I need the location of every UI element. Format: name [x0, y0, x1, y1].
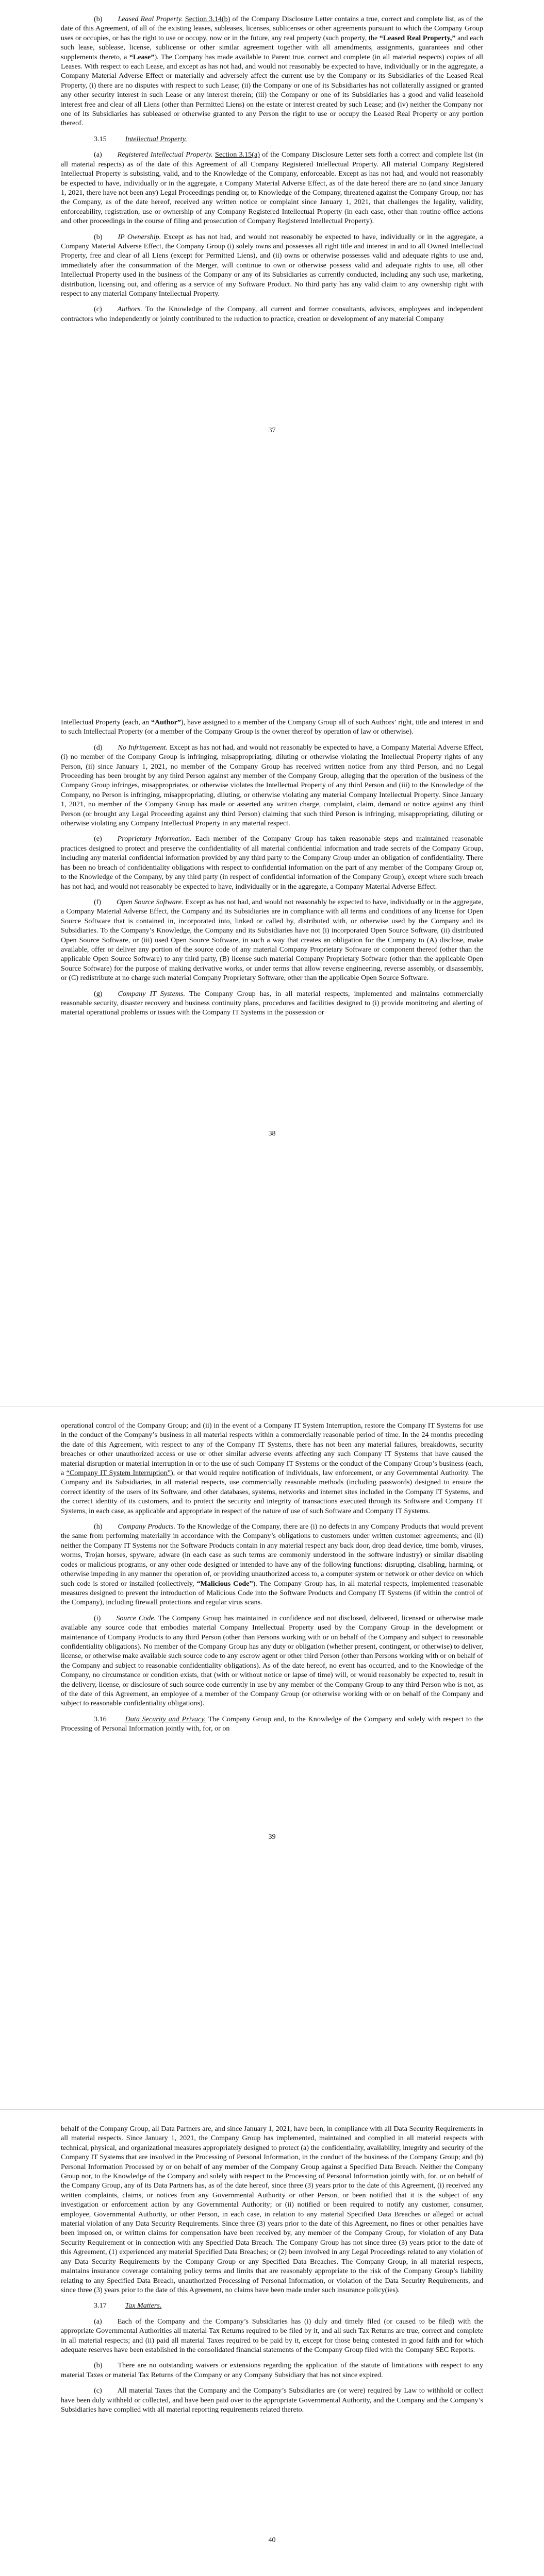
- section-reference: Section 3.15(a): [215, 150, 260, 159]
- defined-term: “Author”: [151, 718, 181, 726]
- clause-title: No Infringement.: [118, 743, 168, 752]
- paragraph-leased-real-property: (b) Leased Real Property. Section 3.14(b) of the Company Disclosure Letter contains a true, correct and complete list, as of the date of this Agreement, of all of the existing leases, subleases, licenses, sublicenses or other agreements pursuant to which the Company Group uses or occupies, or has the right to use or occupy, now or in the future, any real property (such property, the “Leased Real Property,” and each such lease, sublease, license, sublicense or other similar agreement together with all amendments, assignments, guarantees and other supplements thereto, a “Lease”). The Company has made available to Parent true, correct and complete (in all material respects) copies of all Leases. With respect to each Lease, and except as has not had, and would not reasonably be expected to have, individually or in the aggregate, a Company Material Adverse Effect or materially and adversely affect the current use by the Company or its Subsidiaries of the Leased Real Property, (i) there are no disputes with respect to such Lease; (ii) the Company or one of its Subsidiaries has not collaterally assigned or granted any other security interest in such Lease or any interest therein; (iii) the Company or one of its Subsidiaries has a good and valid leasehold interest free and clear of all Liens (other than Permitted Liens) on the estate or interest created by such Lease; and (iv) neither the Company nor one of its Subsidiaries has subleased or otherwise granted to any Person the right to use or occupy the Leased Real Property or any portion thereof.: [61, 15, 484, 128]
- clause-label: (e): [94, 835, 102, 843]
- clause-title: Authors.: [117, 305, 142, 314]
- section-heading-3-17: [61, 2301, 483, 2310]
- page-38: [0, 703, 544, 1406]
- section-heading-3-15: [61, 134, 483, 144]
- section-title: Intellectual Property.: [125, 134, 187, 143]
- paragraph-authors: (c) Authors. To the Knowledge of the Company, all current and former consultants, advisors, employees and independent contractors who independently or jointly contributed to the reduction to practice, creation or development of any material Company: [61, 305, 483, 323]
- page-40: [0, 2110, 544, 2576]
- defined-term: “Lease”: [129, 53, 155, 61]
- section-number: 3.15: [94, 134, 107, 143]
- paragraph-it-systems-continued: operational control of the Company Group; and (ii) in the event of a Company IT System Interruption, restore the Company IT Systems for use in the conduct of the Company’s business in all material respects within a commercially reasonable period of time. In the 24 months preceding the date of this Agreement, with respect to any of the Company IT Systems, there has not been any material failures, breakdowns, security breaches or other unauthorized access or use or other similar adverse events affecting any such Company IT Systems that have caused the material disruption or material interruption in or to the use of such Company IT Systems or the conduct of the Company Group’s business (each, a “Company IT System Interruption”), or that would require notification of individuals, law enforcement, or any Governmental Authority. The Company and its Subsidiaries, in all material respects, use commercially reasonable methods (including passwords) designed to ensure the correct identity of the users of its Software, and other databases, systems, networks and internet sites included in the Company IT Systems, and the correct identity of its customers, and to protect the security and integrity of transactions executed through its Software and Company IT Systems, in each case, as applicable and appropriate in respect of the nature of use of such Software and Company IT Systems.: [61, 1421, 484, 1515]
- section-heading-3-16: 3.16 Data Security and Privacy. The Company Group and, to the Knowledge of the Company and solely with respect to the Processing of Personal Information jointly with, for, or on: [61, 1715, 483, 1733]
- section-reference: Section 3.14(b): [185, 15, 230, 23]
- page-number: 39: [268, 1833, 276, 1841]
- paragraph-source-code: (i) Source Code. The Company Group has maintained in confidence and not disclosed, delivered, licensed or otherwise made available any source code that embodies material Company Intellectual Property used by the Company Group in the development or maintenance of Company Products to any third Person (other than Persons working with or on behalf of the Company and subject to reasonable confidentiality obligations). No member of the Company Group has any duty or obligation (whether present, contingent, or otherwise) to deliver, license, or otherwise make available such source code to any escrow agent or other third Person (other than Persons working with or on behalf of the Company and subject to reasonable confidentiality obligations). As of the date hereof, no event has occurred, and to the Knowledge of the Company, no circumstance or condition exists, that (with or without notice or lapse of time) will, or would reasonably be expected to, result in the delivery, license, or disclosure of such source code currently in use by any member of the Company Group to any third Person who is not, as of the date of this Agreement, an employee of a member of the Company Group (or otherwise working with or on behalf of the Company and subject to reasonable confidentiality obligations).: [61, 1614, 483, 1708]
- clause-label: (h): [94, 1522, 103, 1531]
- paragraph-company-it-systems: (g) Company IT Systems. The Company Group has, in all material respects, implemented and maintains commercially reasonable security, disaster recovery and business continuity plans, procedures and facilities designed to (i) provide monitoring and alerting of material operational problems or issues with the Company IT Systems in the possession or: [61, 989, 483, 1017]
- section-title: Tax Matters.: [125, 2301, 162, 2310]
- paragraph-data-privacy-continued: behalf of the Company Group, all Data Partners are, and since January 1, 2021, have been, in compliance with all Data Security Requirements in all material respects. Since January 1, 2021, the Company Group has implemented, maintained and complied in all material respects with technical, physical, and organizational measures appropriately designed to protect (a) the confidentiality, availability, integrity and security of the Company IT Systems that are involved in the Processing of Personal Information, in the conduct of the business of the Company Group; and (b) Personal Information Processed by or on behalf of any member of the Company Group against a Specified Data Breach. Neither the Company Group nor, to the Knowledge of the Company and solely with respect to the Processing of Personal Information jointly with, for, or on behalf of the Company Group, any of its Data Partners has, as of the date hereof, since three (3) years prior to the date of this Agreement, (i) received any written complaints, claims, or notices from any Governmental Authority or other Person, or been notified that it is the subject of any investigation or enforcement action by any Governmental Authority; or (ii) notified or been required to notify any customer, consumer, employee, Governmental Authority, or other Person, in each case, in relation to any material Specified Data Breaches or alleged or actual material violation of any Data Security Requirements. Since three (3) years prior to the date of this Agreement, no fines or other penalties have been imposed on, or written claims for compensation have been received by, any member of the Company Group, for violation of any Data Security Requirement or in connection with any Specified Data Breach. The Company Group has not since three (3) years prior to the date of this Agreement, (1) experienced any material Specified Data Breaches; or (2) been involved in any Legal Proceedings related to any violation of any Data Security Requirements by the Company Group or any Specified Data Breaches. The Company Group, in all material respects, maintains insurance coverage containing policy terms and limits that are reasonably appropriate to the risk of the Company Group’s liability relating to any Specified Data Breach, unauthorized Processing of Personal Information, or violation of the Data Security Requirements, and since three (3) years prior to the date of this Agreement, no claims have been made under such insurance policy(ies).: [61, 2125, 483, 2294]
- clause-title: IP Ownership.: [118, 232, 161, 241]
- clause-label: (b): [94, 15, 103, 23]
- clause-title: Registered Intellectual Property.: [117, 150, 213, 159]
- paragraph-tax-c: (c) All material Taxes that the Company and the Company’s Subsidiaries are (or were) required by Law to withhold or collect have been duly withheld or collected, and have been paid over to the appropriate Governmental Authority, and the Company and the Company’s Subsidiaries have complied with all material reporting requirements related thereto.: [61, 2386, 483, 2414]
- clause-label: (b): [94, 232, 103, 241]
- defined-term: “Leased Real Property,”: [379, 33, 456, 42]
- clause-label: (g): [94, 989, 103, 998]
- section-number: 3.17: [94, 2301, 107, 2310]
- paragraph-registered-ip: (a) Registered Intellectual Property. Section 3.15(a) of the Company Disclosure Letter sets forth a correct and complete list (in all material respects) as of the date of this Agreement of all Company Registered Intellectual Property. All material Company Registered Intellectual Property is subsisting, valid, and to the Knowledge of the Company, enforceable. Except as has not had, and would not reasonably be expected to have, individually or in the aggregate, a Company Material Adverse Effect, as of the date hereof there are no (and since January 1, 2021, there have not been any) Legal Proceedings pending or, to Knowledge of the Company, threatened against the Company Group, nor has the Company, as of the date hereof, received any written notice or complaint since January 1, 2021, that challenges the legality, validity, enforceability, registration, use or ownership of any Company Registered Intellectual Property (in each case, other than routine office actions and other proceedings in the course of filing and prosecution of Company Registered Intellectual Property).: [61, 150, 484, 226]
- page-37: [0, 0, 544, 703]
- paragraph-company-products: (h) Company Products. To the Knowledge of the Company, there are (i) no defects in any Company Products that would prevent the same from performing materially in accordance with the Company’s obligations to customers under written customer agreements; and (ii) neither the Company IT Systems nor the Software Products contain in any material respect any back door, drop dead device, time bomb, viruses, worms, Trojan horses, spyware, adware (in each case as such terms are commonly understood in the software industry) or similar disabling codes or malicious programs, or any other code designed or intended to have any of the following functions: disrupting, disabling, harming, or otherwise impeding in any manner the operation of, or providing unauthorized access to, a computer system or network or other device on which such code is stored or installed (collectively, “Malicious Code”). The Company Group has, in all material respects, implemented reasonable measures designed to prevent the introduction of Malicious Code into the Software Products and Company IT Systems (if within the control of the Company), including firewall protections and regular virus scans.: [61, 1522, 484, 1607]
- clause-label: (d): [94, 743, 103, 752]
- page-number: 37: [268, 426, 276, 434]
- clause-label: (c): [94, 2386, 102, 2395]
- page-39: [0, 1406, 544, 2110]
- page-number: 40: [268, 2536, 276, 2544]
- paragraph-authors-continued: Intellectual Property (each, an “Author”), have assigned to a member of the Company Group all of such Authors’ right, title and interest in and to such Intellectual Property (or a member of the Company Group is the owner thereof by operation of law or otherwise).: [61, 718, 483, 736]
- clause-label: (a): [94, 2317, 102, 2326]
- clause-title: Proprietary Information.: [117, 835, 192, 843]
- clause-title: Company IT Systems.: [118, 989, 186, 998]
- paragraph-proprietary-information: (e) Proprietary Information. Each member of the Company Group has taken reasonable steps and maintained reasonable practices designed to protect and preserve the confidentiality of all material confidential information and trade secrets of the Company Group, including any material confidential information provided by any third party to the Company Group under an obligation of confidentiality. There has been no breach of confidentiality obligations with respect to confidential information on the part of any member of the Company Group or, to the Knowledge of the Company, by any third party (in respect of confidential information of the Company Group), except where such breach has not had, and would not reasonably be expected to have, individually or in the aggregate, a Company Material Adverse Effect.: [61, 835, 483, 891]
- paragraph-open-source-software: (f) Open Source Software. Except as has not had, and would not reasonably be expected to have, individually or in the aggregate, a Company Material Adverse Effect, the Company and its Subsidiaries are in compliance with all terms and conditions of any license for Open Source Software that is contained in, incorporated into, linked or called by, distributed with, or otherwise used by the Company and its Subsidiaries. To the Company’s Knowledge, the Company and its Subsidiaries have not (i) incorporated Open Source Software, (ii) distributed Open Source Software, or (iii) used Open Source Software, in such a way that creates an obligation for the Company to (A) disclose, make available, offer or deliver any portion of the source code of any material Company Proprietary Software or component thereof (other than the applicable Open Source Software) to any third party, (B) license such material Company Proprietary Software (other than the applicable Open Source Software) for the purpose of making derivative works, or under terms that allow reverse engineering, reverse assembly, or disassembly, or (C) redistribute at no charge such material Company Proprietary Software, other than the applicable Open Source Software.: [61, 897, 483, 982]
- clause-label: (i): [94, 1614, 101, 1622]
- paragraph-no-infringement: (d) No Infringement. Except as has not had, and would not reasonably be expected to have, a Company Material Adverse Effect, (i) no member of the Company Group is infringing, misappropriating, diluting or otherwise violating the Intellectual Property rights of any Person, (ii) since January 1, 2021, no member of the Company Group has received written notice from any third Person, and no Legal Proceeding has been brought by any third Person against any member of the Company Group, alleging that the operation of the business of the Company Group infringes, misappropriates, or otherwise violates the Intellectual Property of any third Person and (iii) to the Knowledge of the Company, no Person is infringing, misappropriating, diluting, or otherwise violating any material Company Intellectual Property. Since January 1, 2021, no member of the Company Group has made or asserted any written charge, complaint, claim, demand or notice against any third Person (or brought any Legal Proceeding against any third Person) claiming that such third Person is infringing, misappropriating, diluting or otherwise violating any Company Intellectual Property in any material respect.: [61, 743, 484, 828]
- clause-label: (c): [94, 305, 102, 314]
- section-title: Data Security and Privacy.: [125, 1715, 206, 1723]
- clause-title: Company Products.: [118, 1522, 176, 1531]
- paragraph-tax-b: (b) There are no outstanding waivers or extensions regarding the application of the statute of limitations with respect to any material Taxes or material Tax Returns of the Company or any Company Subsidiary that has not since expired.: [61, 2361, 483, 2379]
- defined-term: “Company IT System Interruption”: [66, 1469, 171, 1478]
- clause-label: (b): [94, 2361, 103, 2370]
- section-number: 3.16: [94, 1715, 107, 1723]
- clause-title: Leased Real Property.: [118, 15, 183, 23]
- paragraph-ip-ownership: (b) IP Ownership. Except as has not had, and would not reasonably be expected to have, individually or in the aggregate, a Company Material Adverse Effect, the Company Group (i) solely owns and possesses all right title and interest in and to all Owned Intellectual Property, free and clear of all Liens (except for Permitted Liens), and (ii) owns or otherwise possesses valid and adequate rights to use and, immediately after the consummation of the Merger, will continue to own or otherwise possess valid and adequate rights to use, all other Intellectual Property used in the business of the Company or any of its Subsidiaries as currently conducted, including any such use, marketing, distribution, licensing out, and offering as a service of any Software Product. No third party has any valid claim to any ownership right with respect to any material Company Intellectual Property.: [61, 232, 483, 298]
- clause-title: Open Source Software.: [117, 897, 184, 906]
- page-number: 38: [268, 1129, 276, 1138]
- clause-title: Source Code.: [116, 1614, 156, 1622]
- clause-label: (a): [94, 150, 102, 159]
- clause-label: (f): [94, 897, 102, 906]
- defined-term: “Malicious Code”: [196, 1579, 253, 1588]
- paragraph-tax-a: (a) Each of the Company and the Company’s Subsidiaries has (i) duly and timely filed (or caused to be filed) with the appropriate Governmental Authorities all material Tax Returns required to be filed by it, and all such Tax Returns are true, correct and complete in all material respects; and (ii) paid all material Taxes required to be paid by it, except for those being contested in good faith and for which adequate reserves have been established in the consolidated financial statements of the Company Group filed with the Company SEC Reports.: [61, 2317, 483, 2354]
